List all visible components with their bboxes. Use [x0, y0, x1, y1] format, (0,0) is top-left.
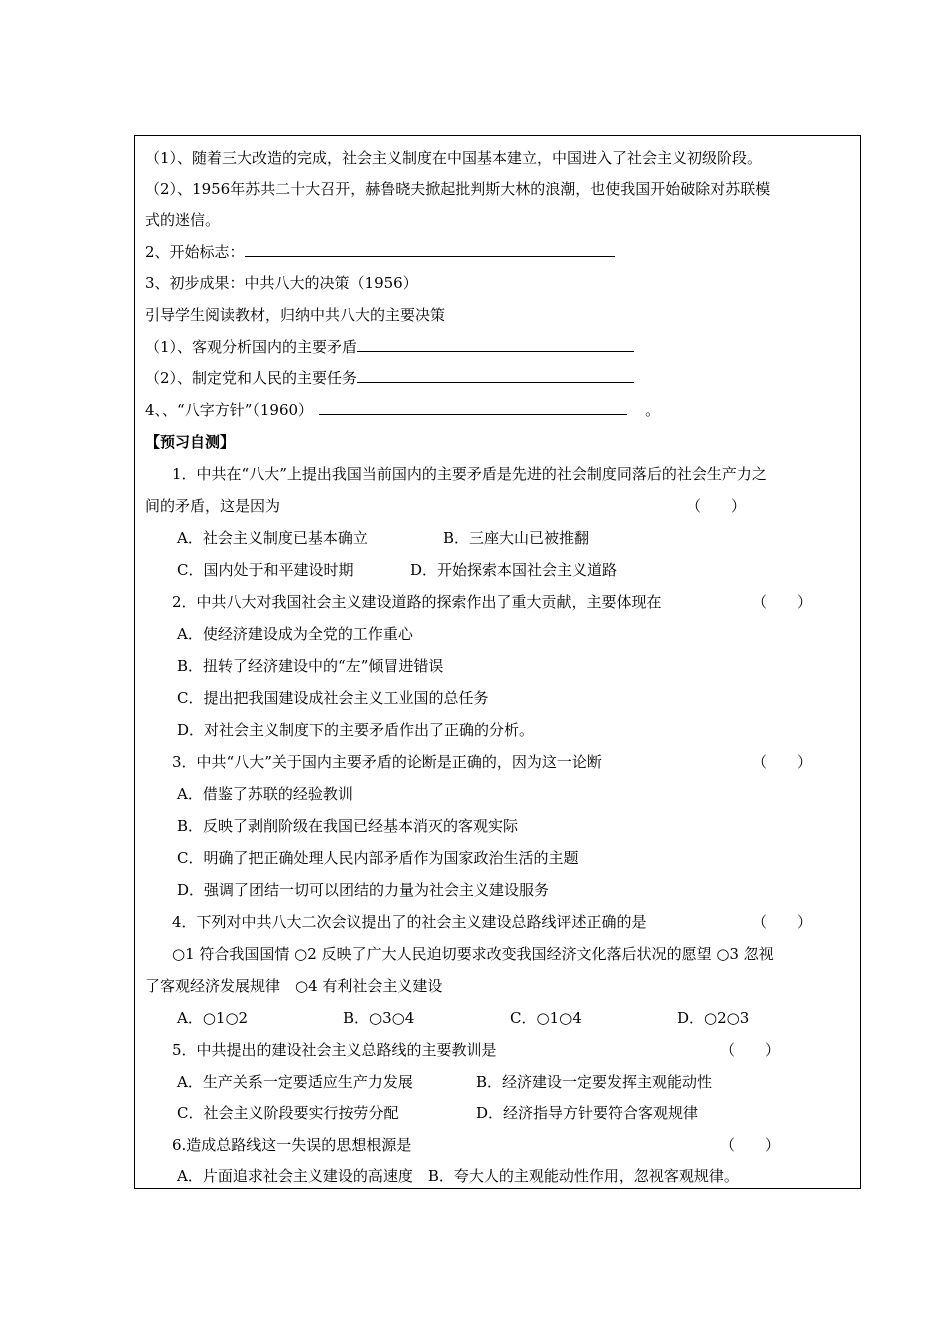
q2-stem: 2．中共八大对我国社会主义建设道路的探索作出了重大贡献，主要体现在	[172, 593, 662, 611]
q1-stem-line2: 间的矛盾，这是因为	[145, 497, 281, 515]
intro-p1: （1）、随着三大改造的完成，社会主义制度在中国基本建立，中国进入了社会主义初级阶段。	[145, 149, 763, 167]
q4-answer-paren[interactable]: （ ）	[752, 913, 813, 931]
q3-stem: 3．中共“八大”关于国内主要矛盾的论断是正确的，因为这一论断	[172, 753, 602, 771]
eight-char-policy-label: 4、、“八字方针”（1960）	[145, 401, 314, 419]
q6-answer-paren[interactable]: （ ）	[720, 1136, 781, 1154]
q5-option-d: D．经济指导方针要符合客观规律	[476, 1104, 699, 1122]
q1-option-a: A．社会主义制度已基本确立	[177, 529, 368, 547]
q3-option-a: A．借鉴了苏联的经验教训	[177, 785, 353, 803]
q4-option-b: B．○3○4	[343, 1009, 415, 1027]
q1-answer-paren[interactable]: （ ）	[686, 497, 747, 515]
period: 。	[645, 401, 661, 419]
q3-option-c: C．明确了把正确处理人民内部矛盾作为国家政治生活的主题	[177, 849, 579, 867]
intro-p2-line1: （2）、1956年苏共二十大召开，赫鲁晓夫掀起批判斯大林的浪潮，也使我国开始破除对苏联模	[145, 180, 771, 198]
decision-1-line	[145, 337, 634, 357]
q4-option-c: C．○1○4	[510, 1009, 582, 1027]
q6-stem: 6.造成总路线这一失误的思想根源是	[172, 1136, 412, 1154]
q5-option-b: B．经济建设一定要发挥主观能动性	[476, 1073, 713, 1091]
q3-option-d: D．强调了团结一切可以团结的力量为社会主义建设服务	[177, 881, 550, 899]
decision-1-label: （1）、客观分析国内的主要矛盾	[145, 338, 358, 356]
decision-2-line	[145, 368, 634, 388]
q4-items-line1: ○1 符合我国国情 ○2 反映了广大人民迫切要求改变我国经济文化落后状况的愿望 ○3 忽视	[172, 945, 774, 963]
q1-option-c: C．国内处于和平建设时期	[177, 561, 354, 579]
answer-blank[interactable]	[357, 368, 634, 383]
initial-results: 3、初步成果：中共八大的决策（1956）	[145, 274, 418, 292]
q2-answer-paren[interactable]: （ ）	[752, 593, 813, 611]
q2-option-b: B．扭转了经济建设中的“左”倾冒进错误	[177, 657, 444, 675]
q2-option-a: A．使经济建设成为全党的工作重心	[177, 625, 413, 643]
q5-stem: 5．中共提出的建设社会主义总路线的主要教训是	[172, 1041, 497, 1059]
answer-blank[interactable]	[245, 242, 615, 257]
q3-option-b: B．反映了剥削阶级在我国已经基本消灭的客观实际	[177, 817, 519, 835]
q2-option-d: D．对社会主义制度下的主要矛盾作出了正确的分析。	[177, 721, 535, 739]
q4-items-line2: 了客观经济发展规律 ○4 有利社会主义建设	[145, 977, 443, 995]
answer-blank[interactable]	[319, 400, 627, 415]
q3-answer-paren[interactable]: （ ）	[752, 753, 813, 771]
q4-option-a: A．○1○2	[177, 1009, 249, 1027]
eight-char-policy-line	[145, 400, 660, 420]
decision-2-label: （2）、制定党和人民的主要任务	[145, 369, 358, 387]
guide-text: 引导学生阅读教材，归纳中共八大的主要决策	[145, 306, 446, 324]
q5-option-a: A．生产关系一定要适应生产力发展	[177, 1073, 413, 1091]
q4-option-d: D．○2○3	[677, 1009, 750, 1027]
q1-option-d: D．开始探索本国社会主义道路	[410, 561, 618, 579]
q4-stem: 4．下列对中共八大二次会议提出了的社会主义建设总路线评述正确的是	[172, 913, 647, 931]
section-title: 【预习自测】	[145, 433, 236, 451]
q1-stem-line1: 1．中共在“八大”上提出我国当前国内的主要矛盾是先进的社会制度同落后的社会生产力之	[172, 465, 767, 483]
answer-blank[interactable]	[357, 337, 634, 352]
start-marker-line	[145, 242, 615, 262]
start-marker-label: 2、开始标志：	[145, 243, 245, 261]
q5-answer-paren[interactable]: （ ）	[720, 1041, 781, 1059]
q5-option-c: C．社会主义阶段要实行按劳分配	[177, 1104, 399, 1122]
q6-options-ab: A．片面追求社会主义建设的高速度 B．夸大人的主观能动性作用，忽视客观规律。	[177, 1167, 739, 1185]
intro-p2-line2: 式的迷信。	[145, 211, 221, 229]
q2-option-c: C．提出把我国建设成社会主义工业国的总任务	[177, 689, 489, 707]
q1-option-b: B．三座大山已被推翻	[443, 529, 590, 547]
